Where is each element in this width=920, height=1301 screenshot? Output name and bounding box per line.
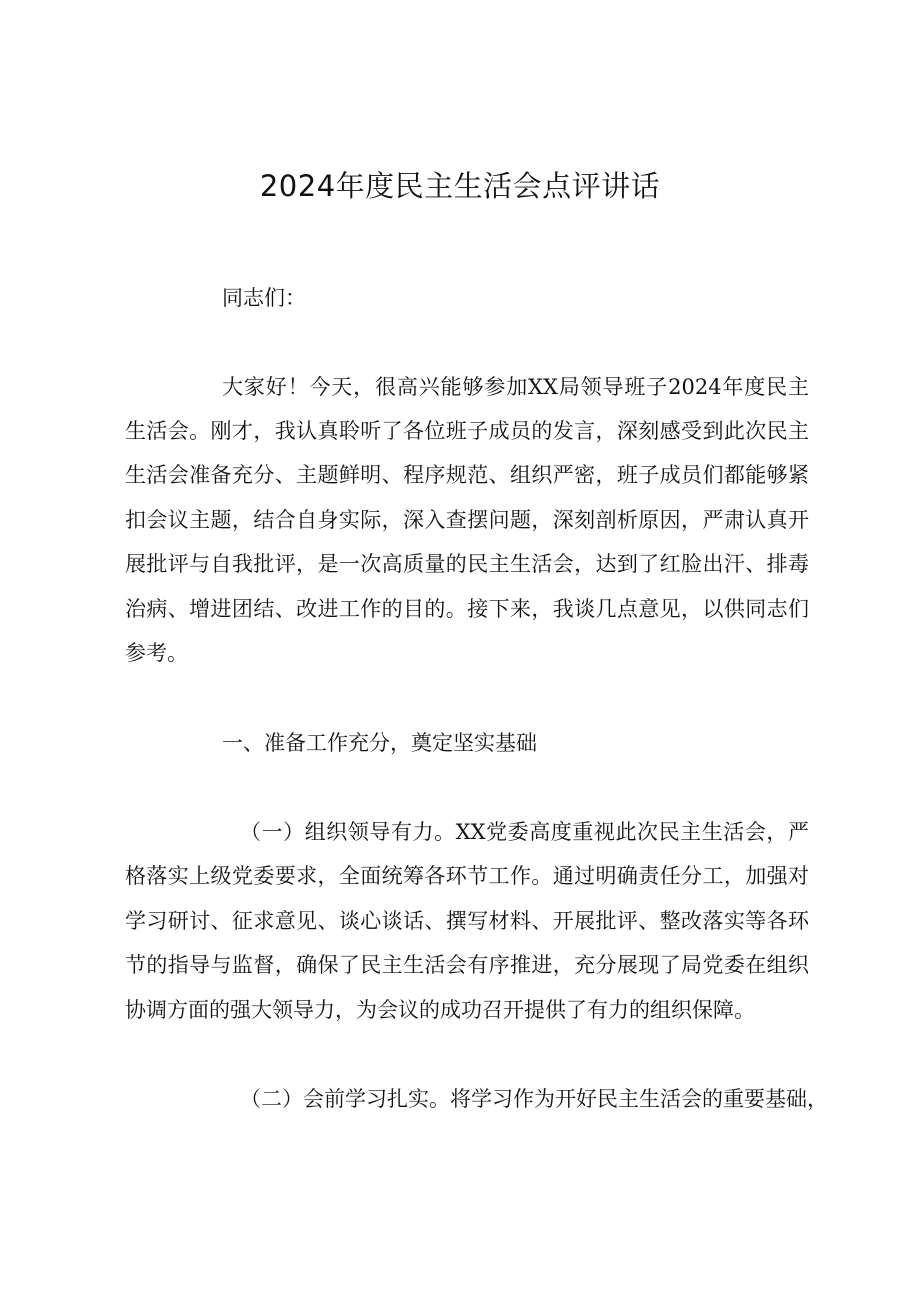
section-heading: 一、准备工作充分，奠定坚实基础	[222, 731, 537, 755]
paragraph-line: 扣会议主题，结合自身实际，深入查摆问题，深刻剖析原因，严肃认真开	[125, 508, 809, 532]
paragraph-line: 生活会准备充分、主题鲜明、程序规范、组织严密，班子成员们都能够紧	[125, 463, 809, 487]
paragraph-line: 展批评与自我批评，是一次高质量的民主生活会，达到了红脸出汗、排毒	[125, 552, 809, 576]
paragraph-line: 格落实上级党委要求，全面统筹各环节工作。通过明确责任分工，加强对	[125, 864, 809, 888]
paragraph-line: 大家好！今天，很高兴能够参加XX局领导班子2024年度民主	[222, 375, 809, 399]
paragraph-line: 学习研讨、征求意见、谈心谈话、撰写材料、开展批评、整改落实等各环	[125, 909, 809, 933]
paragraph-line: 协调方面的强大领导力，为会议的成功召开提供了有力的组织保障。	[125, 998, 755, 1022]
paragraph-line: 治病、增进团结、改进工作的目的。接下来，我谈几点意见，以供同志们	[125, 597, 809, 621]
paragraph-line: （二）会前学习扎实。将学习作为开好民主生活会的重要基础，	[240, 1087, 828, 1111]
document-title: 2024年度民主生活会点评讲话	[259, 169, 661, 203]
paragraph-line: 生活会。刚才，我认真聆听了各位班子成员的发言，深刻感受到此次民主	[125, 419, 809, 443]
paragraph-line: （一）组织领导有力。XX党委高度重视此次民主生活会，严	[240, 820, 809, 844]
paragraph-line: 节的指导与监督，确保了民主生活会有序推进，充分展现了局党委在组织	[125, 953, 809, 977]
salutation: 同志们：	[222, 286, 306, 310]
paragraph-line: 参考。	[125, 641, 188, 665]
